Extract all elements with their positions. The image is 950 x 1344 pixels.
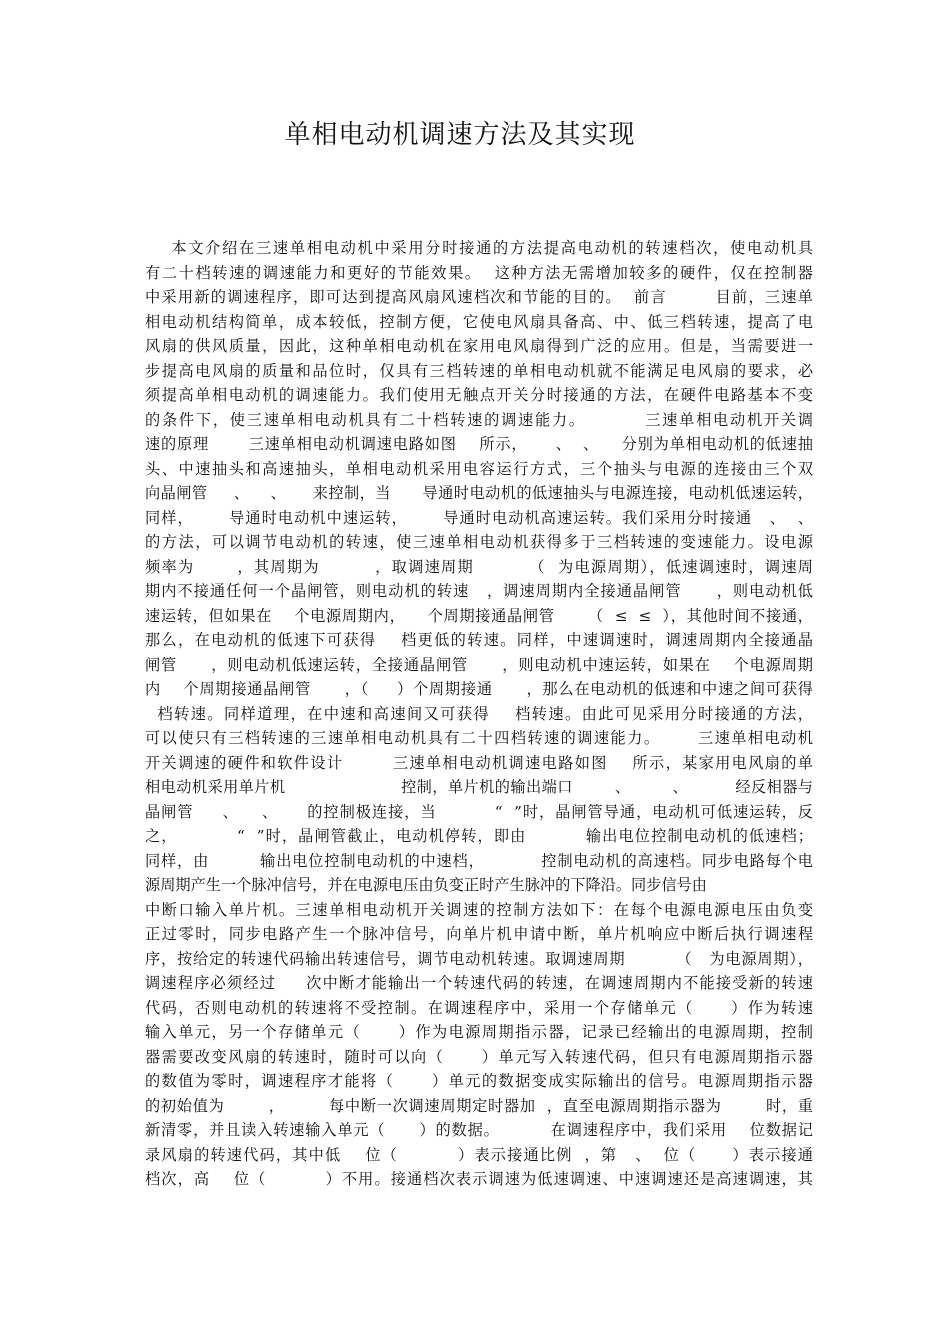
body-text-line: 源周期产生一个脉冲信号，并在电源电压由负变正时产生脉冲的下降沿。同步信号由 (145, 876, 707, 894)
body-text-line: 的条件下，使三速单相电动机具有二十档转速的调速能力。 三速单相电动机开关调 (145, 410, 813, 429)
body-text-line: 开关调速的硬件和软件设计 三速单相电动机调速电路如图 所示，某家用电风扇的单 (145, 753, 813, 772)
body-text-line: 正过零时，同步电路产生一个脉冲信号，向单片机申请中断，单片机响应中断后执行调速程 (145, 925, 813, 943)
body-text-line: 档次，高 位（ ）不用。接通档次表示调速为低速调速、中速调速还是高速调速，其 (145, 1170, 813, 1188)
body-text-line: 向晶闸管 、 、 来控制，当 导通时电动机的低速抽头与电源连接，电动机低速运转， (145, 484, 813, 502)
body-text-line: 档转速。同样道理，在中速和高速间又可获得 档转速。由此可见采用分时接通的方法， (145, 704, 813, 723)
body-text-line: 闸管 ，则电动机低速运转，全接通晶闸管 ，则电动机中速运转，如果在 个电源周期 (145, 655, 813, 674)
body-text-line: 调速程序必须经过 次中断才能输出一个转速代码的转速，在调速周期内不能接受新的转速 (145, 974, 813, 992)
body-text-line: 有二十档转速的调速能力和更好的节能效果。 这种方法无需增加较多的硬件，仅在控制器 (145, 263, 813, 282)
body-text-line: 之， “ ”时，晶闸管截止，电动机停转，即由 输出电位控制电动机的低速档； (145, 827, 813, 845)
document-title: 单相电动机调速方法及其实现 (284, 120, 636, 150)
body-text-line: 序，按给定的转速代码输出转速信号，调节电动机转速。取调速周期 （ 为电源周期）， (145, 949, 813, 968)
body-text-line: 中采用新的调速程序，即可达到提高风扇风速档次和节能的目的。 前言 目前，三速单 (145, 288, 813, 306)
body-text-line: 的初始值为 ， 每中断一次调速周期定时器加 ，直至电源周期指示器为 时，重 (145, 1096, 813, 1115)
body-text-line: 相电动机采用单片机 控制，单片机的输出端口 、 、 经反相器与 (145, 778, 813, 796)
body-text-line: 输入单元，另一个存储单元（ ）作为电源周期指示器，记录已经输出的电源周期，控制 (145, 1023, 813, 1041)
body-text-line: 速的原理 三速单相电动机调速电路如图 所示， 、 、 分别为单相电动机的低速抽 (145, 435, 813, 453)
body-text-line: 内 个周期接通晶闸管 ，（ ）个周期接通 ，那么在电动机的低速和中速之间可获得 (145, 680, 813, 698)
body-text-line: 期内不接通任何一个晶闸管，则电动机的转速 ，调速周期内全接通晶闸管 ，则电动机低 (145, 582, 813, 600)
body-text-line: 频率为 ，其周期为 ，取调速周期 （ 为电源周期），低速调速时，调速周 (145, 557, 813, 576)
body-text-line: 器需要改变风扇的转速时，随时可以向（ ）单元写入转速代码，但只有电源周期指示器 (145, 1047, 813, 1066)
body-text-line: 代码，否则电动机的转速将不受控制。在调速程序中，采用一个存储单元（ ）作为转速 (145, 998, 813, 1017)
body-text-line: 录风扇的转速代码，其中低 位（ ）表示接通比例 ，第 、 位（ ）表示接通 (145, 1145, 813, 1164)
body-text-line: 速运转，但如果在 个电源周期内， 个周期接通晶闸管 （ ≤ ≤ ），其他时间不接通， (145, 606, 813, 625)
body-text-line: 风扇的供风质量，因此，这种单相电动机在家用电风扇得到广泛的应用。但是，当需要进一 (145, 337, 813, 355)
body-text-line: 的数值为零时，调速程序才能将（ ）单元的数据变成实际输出的信号。电源周期指示器 (145, 1072, 813, 1090)
body-text-line: 可以使只有三档转速的三速单相电动机具有二十四档转速的调速能力。 三速单相电动机 (145, 729, 813, 747)
body-text-line: 新清零，并且读入转速输入单元（ ）的数据。 在调速程序中，我们采用 位数据记 (145, 1121, 813, 1139)
body-text-line: 相电动机结构简单，成本较低，控制方便，它使电风扇具备高、中、低三档转速，提高了电 (145, 312, 813, 331)
body-text-line: 同样， 导通时电动机中速运转， 导通时电动机高速运转。我们采用分时接通 、 、 (145, 508, 813, 527)
body-text-line: 须提高单相电动机的调速能力。我们使用无触点开关分时接通的方法，在硬件电路基本不变 (145, 386, 813, 404)
body-text-line: 那么，在电动机的低速下可获得 档更低的转速。同样，中速调速时，调速周期内全接通晶 (145, 631, 813, 649)
body-text-line: 本文介绍在三速单相电动机中采用分时接通的方法提高电动机的转速档次，使电动机具 (145, 239, 813, 257)
body-text-line: 晶闸管 、 、 的控制极连接，当 “ ”时，晶闸管导通，电动机可低速运转，反 (145, 802, 813, 821)
body-text-line: 头、中速抽头和高速抽头，单相电动机采用电容运行方式，三个抽头与电源的连接由三个双 (145, 459, 813, 478)
body-text-line: 中断口输入单片机。三速单相电动机开关调速的控制方法如下：在每个电源电源电压由负变 (145, 900, 813, 919)
body-text-line: 步提高电风扇的质量和品位时，仅具有三档转速的单相电动机就不能满足电风扇的要求，必 (145, 361, 813, 380)
body-text-line: 同样，由 输出电位控制电动机的中速档， 控制电动机的高速档。同步电路每个电 (145, 851, 813, 870)
body-text-line: 的方法，可以调节电动机的转速，使三速单相电动机获得多于三档转速的变速能力。设电源 (145, 533, 813, 551)
document-body (145, 236, 813, 1192)
